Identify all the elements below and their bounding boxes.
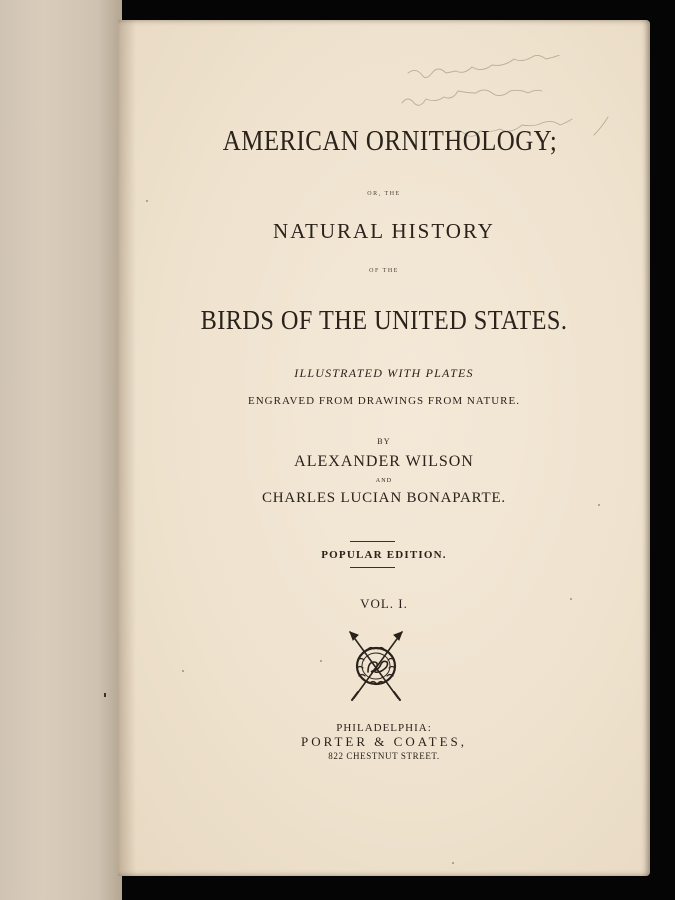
page-speck bbox=[320, 660, 322, 662]
author-wilson: ALEXANDER WILSON bbox=[294, 453, 474, 470]
left-facing-page bbox=[0, 0, 122, 900]
publisher-address: 822 CHESTNUT STREET. bbox=[328, 751, 440, 761]
by-label: BY bbox=[377, 437, 391, 446]
illustrated-line: ILLUSTRATED WITH PLATES bbox=[294, 366, 474, 380]
publisher-name: PORTER & COATES, bbox=[300, 734, 468, 749]
and-label: AND bbox=[375, 478, 393, 484]
wreath-crossed-spears-emblem-icon bbox=[344, 626, 408, 702]
author-bonaparte: CHARLES LUCIAN BONAPARTE. bbox=[262, 490, 506, 506]
volume-label: VOL. I. bbox=[360, 596, 408, 611]
publication-city: PHILADELPHIA: bbox=[336, 722, 432, 734]
page-speck bbox=[452, 862, 454, 864]
or-the-label: OR, THE bbox=[367, 191, 401, 197]
page-speck bbox=[570, 598, 572, 600]
page-speck bbox=[182, 670, 184, 672]
of-the-label: OF THE bbox=[369, 268, 399, 274]
subtitle: NATURAL HISTORY bbox=[273, 219, 495, 243]
edition-label: POPULAR EDITION. bbox=[321, 549, 447, 561]
page-speck bbox=[146, 200, 148, 202]
page-speck bbox=[598, 504, 600, 506]
main-title: AMERICAN ORNITHOLOGY; bbox=[222, 125, 558, 157]
engraved-line: ENGRAVED FROM DRAWINGS FROM NATURE. bbox=[248, 395, 520, 407]
birds-title: BIRDS OF THE UNITED STATES. bbox=[200, 305, 568, 335]
edition-rule-bottom bbox=[350, 567, 395, 568]
edition-rule-top bbox=[350, 541, 395, 542]
page-speck bbox=[104, 693, 106, 697]
title-page bbox=[118, 20, 650, 876]
